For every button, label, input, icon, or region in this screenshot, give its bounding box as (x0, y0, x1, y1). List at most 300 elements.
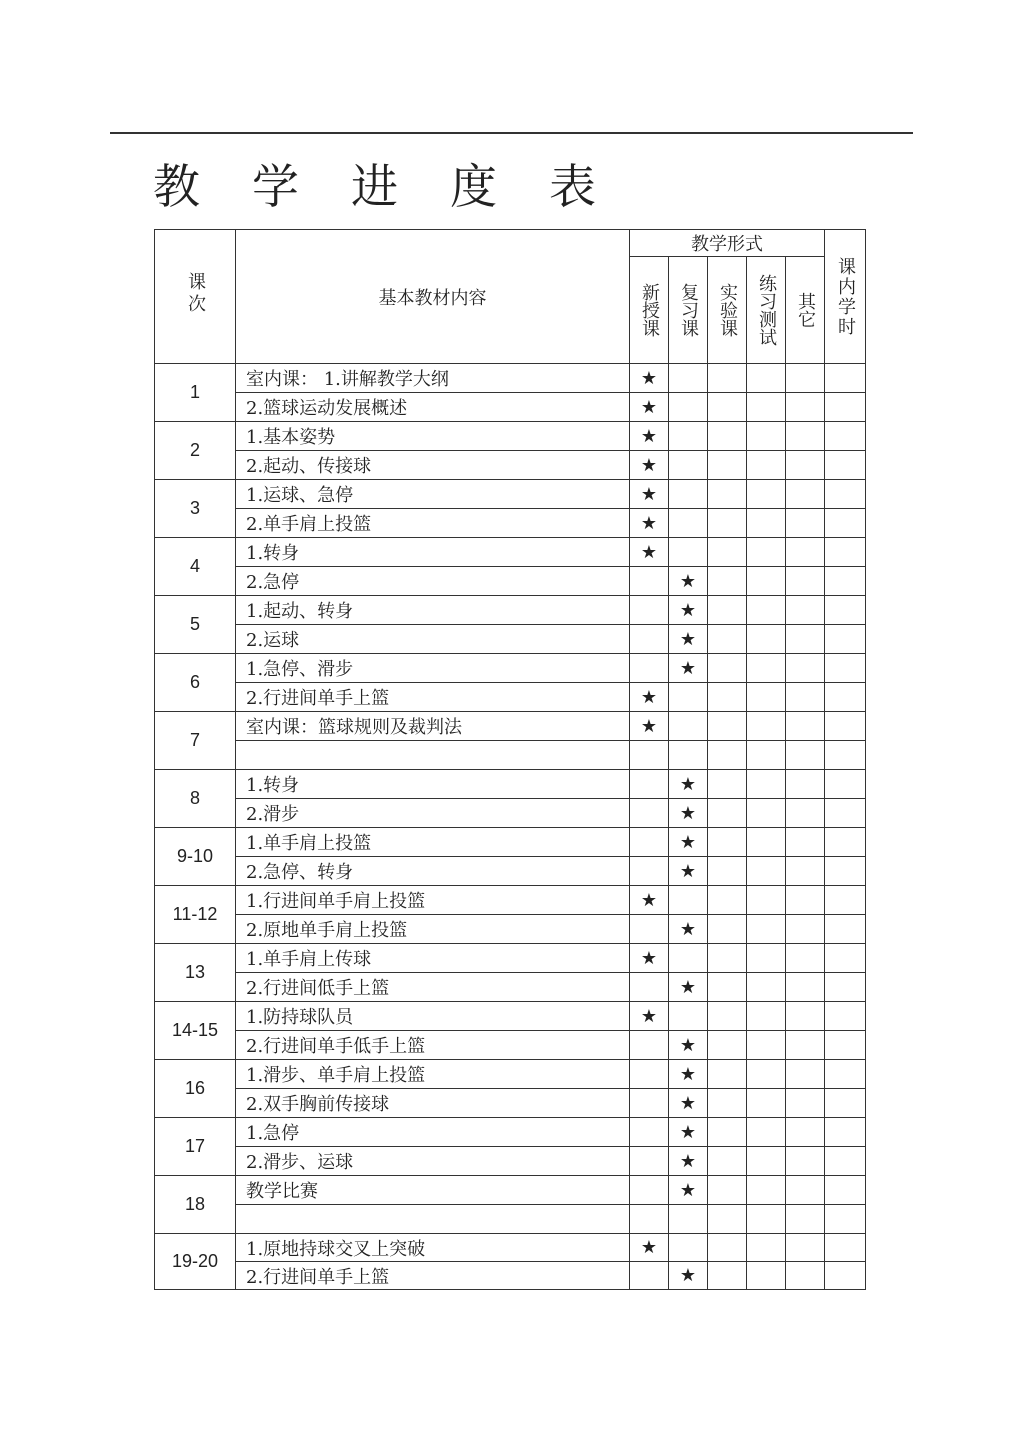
star-mark: ★ (640, 947, 658, 969)
form-cell (630, 393, 669, 422)
star-mark: ★ (640, 1237, 658, 1258)
form-cell (669, 1031, 708, 1060)
lesson-number: 8 (155, 770, 236, 828)
form-cell (708, 1031, 747, 1060)
form-cell (786, 915, 825, 944)
table-row (155, 364, 866, 393)
form-cell (708, 1060, 747, 1089)
star-mark: ★ (679, 773, 697, 795)
hours-header (825, 230, 866, 364)
form-cell (669, 1118, 708, 1147)
table-row (155, 1089, 866, 1118)
form-cell (747, 364, 786, 393)
hours-cell (825, 828, 866, 857)
lesson-content: 1.防持球队员 (236, 1002, 630, 1031)
form-cell (786, 1147, 825, 1176)
form-cell (630, 799, 669, 828)
form-cell (747, 654, 786, 683)
table-row (155, 712, 866, 741)
hours-cell (825, 1262, 866, 1290)
star-mark: ★ (679, 1034, 697, 1056)
form-cell (630, 741, 669, 770)
table-row (155, 770, 866, 799)
form-cell (630, 509, 669, 538)
form-cell (708, 770, 747, 799)
form-header-other (786, 257, 825, 364)
form-cell (630, 1089, 669, 1118)
form-cell (786, 538, 825, 567)
lesson-content: 2.行进间单手上篮 (236, 683, 630, 712)
table-row (155, 451, 866, 480)
form-cell (786, 1031, 825, 1060)
form-cell (747, 567, 786, 596)
form-cell (669, 712, 708, 741)
form-cell (630, 886, 669, 915)
lesson-content: 2.滑步 (236, 799, 630, 828)
table-row (155, 886, 866, 915)
table-row (155, 1234, 866, 1262)
star-mark: ★ (679, 1150, 697, 1172)
table-row (155, 1002, 866, 1031)
form-cell (708, 1147, 747, 1176)
form-cell (747, 828, 786, 857)
star-mark: ★ (679, 918, 697, 940)
star-mark: ★ (679, 628, 697, 650)
form-cell (786, 509, 825, 538)
form-cell (708, 1205, 747, 1234)
form-cell (708, 915, 747, 944)
table-row (155, 741, 866, 770)
star-mark: ★ (640, 1005, 658, 1027)
form-cell (747, 770, 786, 799)
hours-cell (825, 509, 866, 538)
hours-cell (825, 683, 866, 712)
form-cell (669, 799, 708, 828)
lesson-content: 1.转身 (236, 770, 630, 799)
form-header-other-text: 其它 (795, 292, 816, 328)
form-cell (708, 741, 747, 770)
form-cell (747, 1176, 786, 1205)
hours-cell (825, 480, 866, 509)
lesson-content: 1.单手肩上传球 (236, 944, 630, 973)
form-cell (708, 712, 747, 741)
hours-cell (825, 451, 866, 480)
table-row (155, 422, 866, 451)
table-row (155, 625, 866, 654)
form-header-review-text: 复习课 (678, 283, 699, 337)
form-cell (786, 828, 825, 857)
star-mark: ★ (640, 454, 658, 476)
form-cell (747, 1205, 786, 1234)
hours-cell (825, 915, 866, 944)
lesson-content: 2.行进间低手上篮 (236, 973, 630, 1002)
table-row (155, 509, 866, 538)
hours-cell (825, 393, 866, 422)
form-cell (630, 712, 669, 741)
hours-cell (825, 1147, 866, 1176)
form-header-new (630, 257, 669, 364)
table-row (155, 1176, 866, 1205)
form-cell (747, 857, 786, 886)
form-header-lab-text: 实验课 (717, 283, 738, 337)
form-cell (708, 509, 747, 538)
form-cell (630, 857, 669, 886)
form-cell (669, 915, 708, 944)
form-cell (669, 509, 708, 538)
form-cell (669, 1176, 708, 1205)
lesson-no-header-text: 课次 (185, 272, 206, 316)
form-cell (786, 451, 825, 480)
form-cell (747, 393, 786, 422)
hours-cell (825, 1060, 866, 1089)
form-header-practice (747, 257, 786, 364)
star-mark: ★ (679, 570, 697, 592)
lesson-content: 教学比赛 (236, 1176, 630, 1205)
hours-cell (825, 1002, 866, 1031)
hours-cell (825, 625, 866, 654)
schedule-table (154, 229, 866, 1290)
form-cell (630, 973, 669, 1002)
form-cell (786, 741, 825, 770)
form-cell (630, 596, 669, 625)
form-cell (786, 886, 825, 915)
hours-cell (825, 770, 866, 799)
lesson-content: 2.行进间单手低手上篮 (236, 1031, 630, 1060)
form-cell (630, 915, 669, 944)
form-cell (669, 828, 708, 857)
lesson-content: 1.运球、急停 (236, 480, 630, 509)
hours-cell (825, 712, 866, 741)
form-cell (708, 828, 747, 857)
form-cell (630, 1031, 669, 1060)
form-cell (786, 1060, 825, 1089)
form-cell (747, 973, 786, 1002)
lesson-number: 6 (155, 654, 236, 712)
star-mark: ★ (679, 1092, 697, 1114)
form-cell (708, 567, 747, 596)
form-cell (669, 654, 708, 683)
table-row (155, 1147, 866, 1176)
form-cell (708, 1234, 747, 1262)
star-mark: ★ (679, 657, 697, 679)
form-cell (747, 1262, 786, 1290)
table-row (155, 538, 866, 567)
table-row (155, 393, 866, 422)
lesson-number: 14-15 (155, 1002, 236, 1060)
form-cell (786, 364, 825, 393)
form-cell (708, 1118, 747, 1147)
lesson-number: 9-10 (155, 828, 236, 886)
form-cell (708, 625, 747, 654)
form-cell (747, 1118, 786, 1147)
form-cell (630, 770, 669, 799)
lesson-number: 3 (155, 480, 236, 538)
lesson-number: 19-20 (155, 1234, 236, 1290)
form-cell (630, 422, 669, 451)
lesson-content: 室内课： 1.讲解教学大纲 (236, 364, 630, 393)
hours-cell (825, 886, 866, 915)
form-cell (786, 1002, 825, 1031)
form-cell (747, 886, 786, 915)
table-row (155, 944, 866, 973)
hours-cell (825, 364, 866, 393)
form-header-lab (708, 257, 747, 364)
form-cell (630, 654, 669, 683)
star-mark: ★ (640, 715, 658, 737)
form-cell (747, 799, 786, 828)
form-cell (786, 712, 825, 741)
form-cell (708, 480, 747, 509)
form-cell (630, 828, 669, 857)
form-cell (747, 683, 786, 712)
lesson-content: 1.转身 (236, 538, 630, 567)
form-cell (747, 1031, 786, 1060)
form-cell (708, 1089, 747, 1118)
form-cell (669, 625, 708, 654)
form-cell (708, 857, 747, 886)
table-row (155, 1060, 866, 1089)
form-cell (786, 1089, 825, 1118)
form-cell (708, 393, 747, 422)
form-cell (630, 1118, 669, 1147)
form-cell (708, 538, 747, 567)
form-cell (669, 741, 708, 770)
form-cell (669, 422, 708, 451)
hours-cell (825, 538, 866, 567)
form-cell (747, 1147, 786, 1176)
form-cell (708, 1262, 747, 1290)
table-row (155, 973, 866, 1002)
hours-cell (825, 1205, 866, 1234)
form-cell (708, 799, 747, 828)
form-cell (747, 944, 786, 973)
form-cell (786, 1262, 825, 1290)
form-cell (669, 1205, 708, 1234)
lesson-content: 2.运球 (236, 625, 630, 654)
form-cell (630, 451, 669, 480)
form-cell (630, 625, 669, 654)
hours-cell (825, 422, 866, 451)
form-cell (786, 1118, 825, 1147)
form-cell (708, 944, 747, 973)
form-cell (630, 1262, 669, 1290)
star-mark: ★ (679, 1063, 697, 1085)
lesson-number: 17 (155, 1118, 236, 1176)
lesson-content: 室内课：篮球规则及裁判法 (236, 712, 630, 741)
hours-cell (825, 1234, 866, 1262)
table-row (155, 1031, 866, 1060)
table-row (155, 1118, 866, 1147)
form-cell (786, 799, 825, 828)
table-row (155, 1262, 866, 1290)
page-title: 教学进度表 (153, 160, 648, 215)
form-cell (708, 654, 747, 683)
form-cell (669, 1234, 708, 1262)
form-cell (786, 1234, 825, 1262)
form-cell (786, 683, 825, 712)
table-row (155, 683, 866, 712)
form-cell (669, 480, 708, 509)
lesson-content: 2.行进间单手上篮 (236, 1262, 630, 1290)
lesson-no-header (155, 230, 236, 364)
table-row (155, 915, 866, 944)
form-cell (630, 567, 669, 596)
hours-header-text: 课内学时 (835, 256, 856, 337)
form-cell (669, 364, 708, 393)
form-cell (630, 1205, 669, 1234)
form-cell (630, 364, 669, 393)
form-cell (747, 1002, 786, 1031)
lesson-content: 1.滑步、单手肩上投篮 (236, 1060, 630, 1089)
lesson-number: 4 (155, 538, 236, 596)
hours-cell (825, 799, 866, 828)
form-cell (630, 1060, 669, 1089)
lesson-content: 2.单手肩上投篮 (236, 509, 630, 538)
star-mark: ★ (679, 1265, 697, 1286)
form-cell (708, 596, 747, 625)
form-cell (630, 683, 669, 712)
hours-cell (825, 944, 866, 973)
lesson-content: 2.急停、转身 (236, 857, 630, 886)
lesson-number: 5 (155, 596, 236, 654)
form-header-new-text: 新授课 (639, 283, 660, 337)
form-cell (747, 1060, 786, 1089)
lesson-content: 1.基本姿势 (236, 422, 630, 451)
star-mark: ★ (640, 512, 658, 534)
form-cell (786, 857, 825, 886)
table-row (155, 799, 866, 828)
hours-cell (825, 1176, 866, 1205)
form-cell (708, 886, 747, 915)
star-mark: ★ (640, 483, 658, 505)
hours-cell (825, 1118, 866, 1147)
form-cell (747, 509, 786, 538)
form-cell (630, 1176, 669, 1205)
hours-cell (825, 1031, 866, 1060)
form-cell (786, 596, 825, 625)
lesson-content: 1.行进间单手肩上投篮 (236, 886, 630, 915)
form-cell (708, 973, 747, 1002)
lesson-number: 2 (155, 422, 236, 480)
lesson-content: 2.篮球运动发展概述 (236, 393, 630, 422)
star-mark: ★ (679, 802, 697, 824)
hours-cell (825, 1089, 866, 1118)
lesson-content: 2.双手胸前传接球 (236, 1089, 630, 1118)
lesson-content: 1.急停 (236, 1118, 630, 1147)
form-cell (669, 973, 708, 1002)
table-row (155, 567, 866, 596)
form-cell (708, 364, 747, 393)
star-mark: ★ (679, 976, 697, 998)
form-cell (708, 1176, 747, 1205)
form-cell (669, 1089, 708, 1118)
star-mark: ★ (679, 599, 697, 621)
lesson-number: 11-12 (155, 886, 236, 944)
form-cell (747, 741, 786, 770)
form-cell (669, 393, 708, 422)
form-cell (786, 625, 825, 654)
form-cell (669, 1002, 708, 1031)
form-cell (630, 480, 669, 509)
form-cell (747, 596, 786, 625)
lesson-content: 1.起动、转身 (236, 596, 630, 625)
lesson-content: 2.急停 (236, 567, 630, 596)
star-mark: ★ (679, 860, 697, 882)
form-cell (786, 1205, 825, 1234)
form-cell (669, 1262, 708, 1290)
star-mark: ★ (640, 889, 658, 911)
form-cell (630, 1147, 669, 1176)
form-cell (669, 451, 708, 480)
lesson-number: 18 (155, 1176, 236, 1234)
lesson-content: 1.原地持球交叉上突破 (236, 1234, 630, 1262)
hours-cell (825, 654, 866, 683)
hours-cell (825, 596, 866, 625)
star-mark: ★ (679, 1121, 697, 1143)
form-cell (669, 567, 708, 596)
table-row (155, 857, 866, 886)
table-row (155, 654, 866, 683)
form-cell (747, 451, 786, 480)
form-cell (786, 944, 825, 973)
star-mark: ★ (640, 396, 658, 418)
lesson-number: 1 (155, 364, 236, 422)
form-header-review (669, 257, 708, 364)
form-header-practice-text: 练习测试 (756, 274, 777, 346)
form-cell (630, 944, 669, 973)
star-mark: ★ (640, 367, 658, 389)
star-mark: ★ (640, 686, 658, 708)
lesson-content: 1.单手肩上投篮 (236, 828, 630, 857)
lesson-number: 7 (155, 712, 236, 770)
lesson-content (236, 741, 630, 770)
lesson-number: 16 (155, 1060, 236, 1118)
form-cell (669, 944, 708, 973)
form-cell (630, 538, 669, 567)
form-cell (747, 915, 786, 944)
form-cell (708, 422, 747, 451)
form-cell (669, 886, 708, 915)
star-mark: ★ (640, 425, 658, 447)
form-cell (669, 538, 708, 567)
star-mark: ★ (679, 831, 697, 853)
form-cell (747, 1234, 786, 1262)
lesson-content: 1.急停、滑步 (236, 654, 630, 683)
form-cell (747, 625, 786, 654)
form-group-header: 教学形式 (630, 230, 825, 257)
form-cell (669, 1147, 708, 1176)
form-cell (786, 393, 825, 422)
hours-cell (825, 567, 866, 596)
hours-cell (825, 741, 866, 770)
content-header: 基本教材内容 (236, 230, 630, 364)
star-mark: ★ (640, 541, 658, 563)
form-cell (786, 422, 825, 451)
form-cell (669, 770, 708, 799)
lesson-content: 2.滑步、运球 (236, 1147, 630, 1176)
table-row (155, 480, 866, 509)
form-cell (630, 1234, 669, 1262)
form-cell (708, 683, 747, 712)
top-rule (110, 132, 913, 134)
form-cell (669, 1060, 708, 1089)
form-cell (747, 712, 786, 741)
form-cell (669, 857, 708, 886)
form-cell (747, 422, 786, 451)
table-row (155, 828, 866, 857)
table-body (155, 364, 866, 1290)
form-cell (786, 973, 825, 1002)
